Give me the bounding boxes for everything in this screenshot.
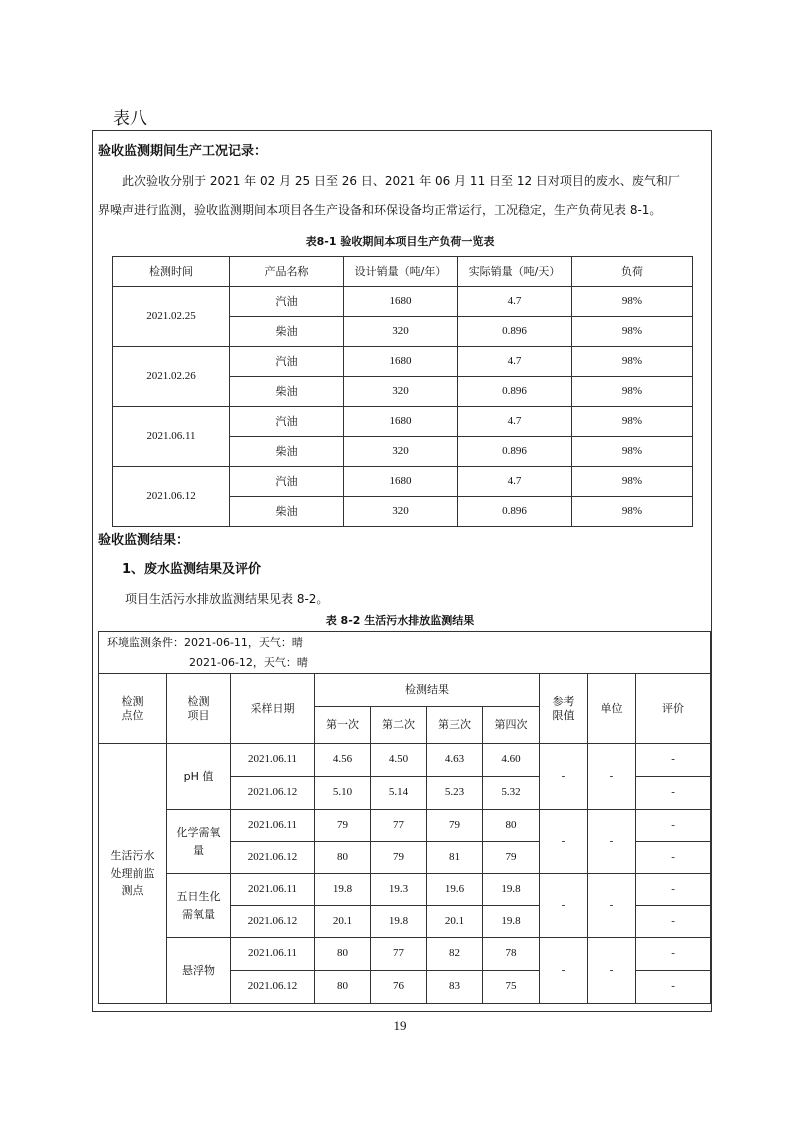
result-cell: 80 bbox=[483, 810, 540, 842]
result-cell: 4.56 bbox=[315, 744, 371, 777]
design-cell: 320 bbox=[344, 437, 458, 467]
limit-cell: - bbox=[540, 810, 588, 874]
table81-caption: 表8-1 验收期间本项目生产负荷一览表 bbox=[305, 235, 495, 248]
section-tag: 表八 bbox=[113, 109, 147, 129]
result-cell: 19.8 bbox=[483, 874, 540, 906]
date-cell: 2021.06.11 bbox=[113, 407, 230, 467]
load-cell: 98% bbox=[572, 347, 693, 377]
sample-date-cell: 2021.06.12 bbox=[231, 777, 315, 810]
load-cell: 98% bbox=[572, 437, 693, 467]
product-cell: 汽油 bbox=[230, 347, 344, 377]
product-cell: 柴油 bbox=[230, 437, 344, 467]
actual-cell: 0.896 bbox=[458, 497, 572, 527]
design-cell: 1680 bbox=[344, 347, 458, 377]
date-cell: 2021.02.25 bbox=[113, 287, 230, 347]
table-row bbox=[99, 810, 711, 842]
production-title: 验收监测期间生产工况记录： bbox=[98, 144, 268, 159]
result-cell: 20.1 bbox=[315, 906, 371, 938]
actual-cell: 4.7 bbox=[458, 347, 572, 377]
sample-date-cell: 2021.06.11 bbox=[231, 744, 315, 777]
sample-date-cell: 2021.06.11 bbox=[231, 938, 315, 971]
eval-cell: - bbox=[636, 777, 711, 810]
result-cell: 79 bbox=[315, 810, 371, 842]
table-row bbox=[113, 287, 693, 317]
result-cell: 19.8 bbox=[371, 906, 427, 938]
unit-cell: - bbox=[588, 810, 636, 874]
sample-date-cell: 2021.06.12 bbox=[231, 842, 315, 874]
product-cell: 柴油 bbox=[230, 317, 344, 347]
production-para-line2: 界噪声进行监测，验收监测期间本项目各生产设备和环保设备均正常运行，工况稳定，生产负荷见表 8-1。 bbox=[98, 203, 662, 217]
design-cell: 1680 bbox=[344, 467, 458, 497]
production-load-table bbox=[112, 256, 693, 527]
table-row bbox=[99, 938, 711, 971]
load-cell: 98% bbox=[572, 467, 693, 497]
table-row bbox=[113, 467, 693, 497]
table-row bbox=[99, 744, 711, 777]
result-cell: 79 bbox=[483, 842, 540, 874]
result-cell: 5.32 bbox=[483, 777, 540, 810]
design-cell: 320 bbox=[344, 497, 458, 527]
result-cell: 5.23 bbox=[427, 777, 483, 810]
col-header-third: 第三次 bbox=[427, 707, 483, 744]
result-cell: 5.14 bbox=[371, 777, 427, 810]
env-conditions-cell bbox=[99, 632, 711, 674]
product-cell: 汽油 bbox=[230, 287, 344, 317]
item-cell: 五日生化 需氧量 bbox=[167, 874, 231, 938]
col-header-actual-sales: 实际销量（吨/天） bbox=[458, 257, 572, 287]
eval-cell: - bbox=[636, 938, 711, 971]
design-cell: 1680 bbox=[344, 407, 458, 437]
col-header-limit: 参考 限值 bbox=[540, 674, 588, 744]
col-header-unit: 单位 bbox=[588, 674, 636, 744]
result-cell: 78 bbox=[483, 938, 540, 971]
col-header-sample-date: 采样日期 bbox=[231, 674, 315, 744]
sample-date-cell: 2021.06.11 bbox=[231, 874, 315, 906]
load-cell: 98% bbox=[572, 407, 693, 437]
load-cell: 98% bbox=[572, 377, 693, 407]
date-cell: 2021.06.12 bbox=[113, 467, 230, 527]
production-para-line1: 此次验收分别于 2021 年 02 月 25 日至 26 日、2021 年 06 月 11 日至 12 日对项目的废水、废气和厂 bbox=[122, 174, 680, 188]
wastewater-title: 1、废水监测结果及评价 bbox=[122, 562, 262, 577]
wastewater-results-table bbox=[98, 631, 711, 1004]
actual-cell: 0.896 bbox=[458, 317, 572, 347]
product-cell: 汽油 bbox=[230, 407, 344, 437]
result-cell: 19.3 bbox=[371, 874, 427, 906]
table-row bbox=[113, 347, 693, 377]
table-row bbox=[99, 874, 711, 906]
limit-cell: - bbox=[540, 744, 588, 810]
env-conditions-row bbox=[99, 632, 711, 674]
product-cell: 柴油 bbox=[230, 377, 344, 407]
table82-caption: 表 8-2 生活污水排放监测结果 bbox=[325, 614, 475, 627]
env-line-2: 2021-06-12，天气：晴 bbox=[189, 655, 308, 669]
col-header-eval: 评价 bbox=[636, 674, 711, 744]
result-cell: 81 bbox=[427, 842, 483, 874]
result-cell: 76 bbox=[371, 971, 427, 1004]
result-cell: 77 bbox=[371, 810, 427, 842]
date-cell: 2021.02.26 bbox=[113, 347, 230, 407]
design-cell: 320 bbox=[344, 377, 458, 407]
sample-date-cell: 2021.06.12 bbox=[231, 971, 315, 1004]
actual-cell: 0.896 bbox=[458, 437, 572, 467]
col-header-results: 检测结果 bbox=[315, 674, 540, 707]
unit-cell: - bbox=[588, 874, 636, 938]
eval-cell: - bbox=[636, 874, 711, 906]
actual-cell: 4.7 bbox=[458, 467, 572, 497]
limit-cell: - bbox=[540, 938, 588, 1004]
result-cell: 19.8 bbox=[483, 906, 540, 938]
result-cell: 80 bbox=[315, 971, 371, 1004]
load-cell: 98% bbox=[572, 497, 693, 527]
actual-cell: 4.7 bbox=[458, 287, 572, 317]
result-cell: 19.6 bbox=[427, 874, 483, 906]
product-cell: 柴油 bbox=[230, 497, 344, 527]
product-cell: 汽油 bbox=[230, 467, 344, 497]
load-cell: 98% bbox=[572, 317, 693, 347]
item-cell: 悬浮物 bbox=[167, 938, 231, 1004]
result-cell: 83 bbox=[427, 971, 483, 1004]
eval-cell: - bbox=[636, 810, 711, 842]
monitoring-point-cell: 生活污水 处理前监 测点 bbox=[99, 744, 167, 1004]
result-cell: 79 bbox=[427, 810, 483, 842]
table-header-row bbox=[113, 257, 693, 287]
page-number: 19 bbox=[393, 1018, 407, 1033]
eval-cell: - bbox=[636, 906, 711, 938]
result-cell: 80 bbox=[315, 938, 371, 971]
item-cell: 化学需氧 量 bbox=[167, 810, 231, 874]
results-title: 验收监测结果： bbox=[98, 533, 190, 548]
wastewater-para: 项目生活污水排放监测结果见表 8-2。 bbox=[125, 592, 329, 606]
unit-cell: - bbox=[588, 744, 636, 810]
col-header-second: 第二次 bbox=[371, 707, 427, 744]
eval-cell: - bbox=[636, 744, 711, 777]
col-header-item: 检测 项目 bbox=[167, 674, 231, 744]
load-cell: 98% bbox=[572, 287, 693, 317]
limit-cell: - bbox=[540, 874, 588, 938]
sample-date-cell: 2021.06.12 bbox=[231, 906, 315, 938]
env-line-1: 环境监测条件：2021-06-11，天气：晴 bbox=[107, 635, 303, 649]
result-cell: 19.8 bbox=[315, 874, 371, 906]
result-cell: 82 bbox=[427, 938, 483, 971]
result-cell: 79 bbox=[371, 842, 427, 874]
table-row bbox=[113, 407, 693, 437]
col-header-point: 检测 点位 bbox=[99, 674, 167, 744]
result-cell: 20.1 bbox=[427, 906, 483, 938]
result-cell: 77 bbox=[371, 938, 427, 971]
eval-cell: - bbox=[636, 842, 711, 874]
result-cell: 5.10 bbox=[315, 777, 371, 810]
table-header-row bbox=[99, 674, 711, 707]
col-header-product: 产品名称 bbox=[230, 257, 344, 287]
result-cell: 4.63 bbox=[427, 744, 483, 777]
eval-cell: - bbox=[636, 971, 711, 1004]
col-header-first: 第一次 bbox=[315, 707, 371, 744]
item-cell: pH 值 bbox=[167, 744, 231, 810]
col-header-load: 负荷 bbox=[572, 257, 693, 287]
result-cell: 4.50 bbox=[371, 744, 427, 777]
col-header-fourth: 第四次 bbox=[483, 707, 540, 744]
result-cell: 80 bbox=[315, 842, 371, 874]
actual-cell: 0.896 bbox=[458, 377, 572, 407]
col-header-date: 检测时间 bbox=[113, 257, 230, 287]
col-header-design-sales: 设计销量（吨/年） bbox=[344, 257, 458, 287]
actual-cell: 4.7 bbox=[458, 407, 572, 437]
design-cell: 320 bbox=[344, 317, 458, 347]
unit-cell: - bbox=[588, 938, 636, 1004]
sample-date-cell: 2021.06.11 bbox=[231, 810, 315, 842]
design-cell: 1680 bbox=[344, 287, 458, 317]
result-cell: 4.60 bbox=[483, 744, 540, 777]
result-cell: 75 bbox=[483, 971, 540, 1004]
